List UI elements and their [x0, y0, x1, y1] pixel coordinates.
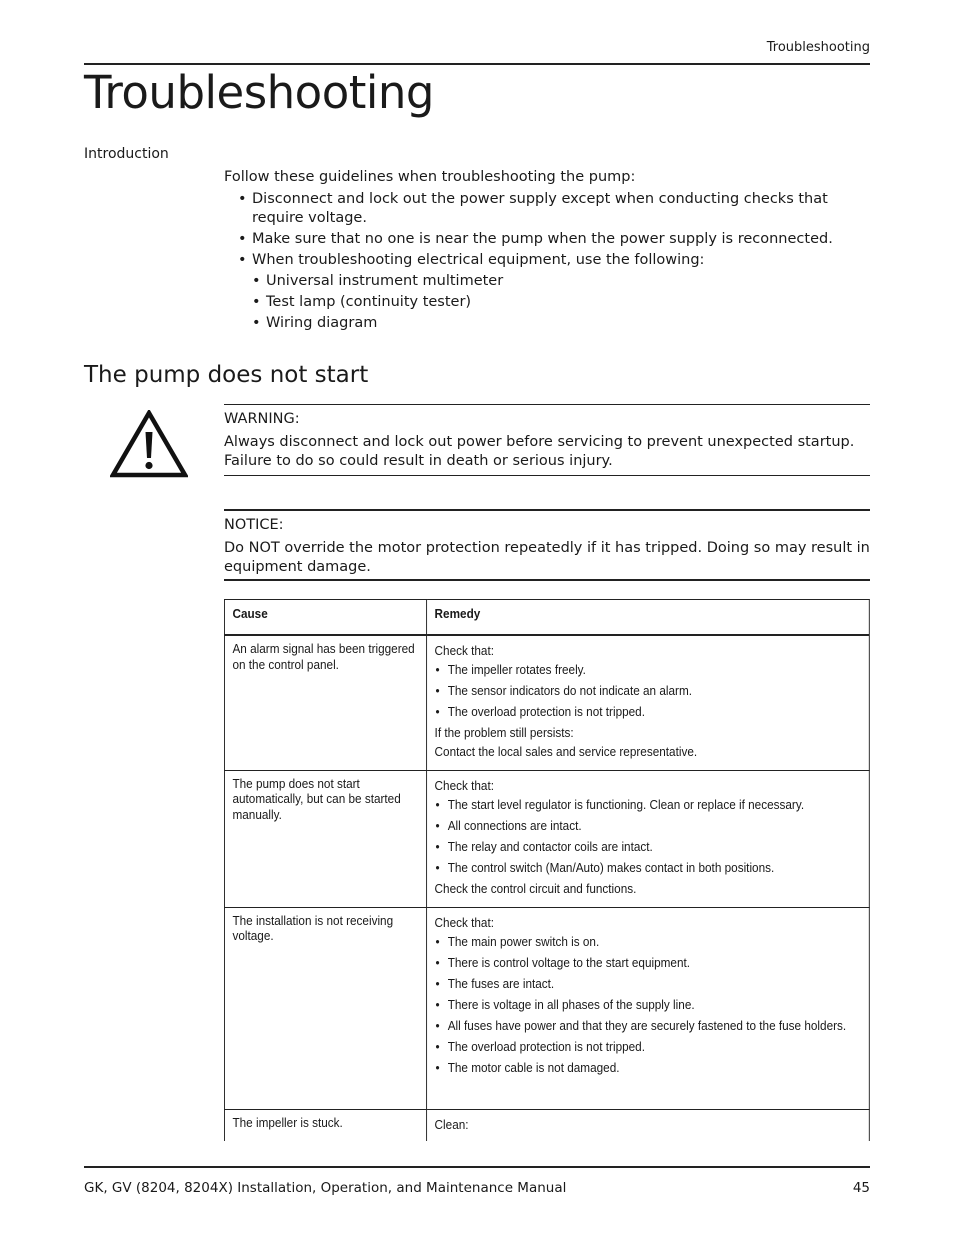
list-item: • There is control voltage to the start equipment. — [435, 954, 862, 973]
list-item: • The motor cable is not damaged. — [435, 1059, 862, 1078]
remedy-list — [435, 796, 862, 878]
warning-triangle-icon — [110, 410, 188, 478]
cause-cell: The pump does not start automatically, but can be started manually. — [224, 770, 426, 907]
guideline-list — [224, 190, 870, 270]
column-header-cause: Cause — [224, 600, 426, 636]
remedy-cell — [427, 635, 870, 770]
page-title: Troubleshooting — [84, 66, 434, 119]
list-item: • Make sure that no one is near the pump when the power supply is reconnected. — [224, 230, 870, 249]
remedy-lead: Check that: — [434, 644, 495, 658]
list-item: • Disconnect and lock out the power supply except when conducting checks that require voltage. — [224, 190, 870, 228]
list-item: • Universal instrument multimeter — [224, 272, 870, 291]
troubleshooting-table — [224, 599, 870, 1141]
list-item: • When troubleshooting electrical equipment, use the following: — [224, 251, 870, 270]
notice-title: NOTICE: — [224, 517, 284, 533]
list-item: • Wiring diagram — [224, 314, 870, 333]
header-rule — [84, 63, 870, 65]
warning-box — [224, 404, 870, 476]
introduction-lead: Follow these guidelines when troubleshooting the pump: — [224, 169, 636, 185]
remedy-note: Contact the local sales and service representative. — [434, 745, 698, 759]
list-item: • The main power switch is on. — [435, 933, 862, 952]
remedy-list — [435, 933, 862, 1078]
list-item: • The impeller rotates freely. — [435, 661, 862, 680]
list-item: • The fuses are intact. — [435, 975, 862, 994]
warning-text: Always disconnect and lock out power before servicing to prevent unexpected startup. Failure to do so could result in death or serious injury. — [224, 434, 855, 469]
warning-title: WARNING: — [224, 411, 300, 427]
column-header-remedy: Remedy — [427, 600, 870, 636]
remedy-lead: Check that: — [434, 778, 495, 793]
remedy-cell — [427, 907, 870, 1109]
list-item: • The sensor indicators do not indicate an alarm. — [435, 682, 862, 701]
page-number: 45 — [852, 1180, 870, 1196]
remedy-list — [435, 661, 862, 722]
remedy-cell — [427, 1109, 870, 1141]
notice-box — [224, 509, 870, 581]
list-item: • The relay and contactor coils are intact. — [435, 838, 862, 857]
notice-text: Do NOT override the motor protection repeatedly if it has tripped. Doing so may result in equipment damage. — [224, 540, 870, 575]
list-item: • The control switch (Man/Auto) makes contact in both positions. — [435, 859, 862, 878]
cause-cell: The installation is not receiving voltage. — [224, 907, 426, 1109]
list-item: • The overload protection is not tripped. — [435, 1038, 862, 1057]
cause-cell: An alarm signal has been triggered on the control panel. — [224, 635, 426, 770]
cause-cell: The impeller is stuck. — [224, 1109, 426, 1141]
introduction-label: Introduction — [84, 146, 169, 162]
remedy-note: Check the control circuit and functions. — [434, 881, 637, 896]
remedy-lead: Clean: — [434, 1117, 469, 1132]
footer-manual-title: GK, GV (8204, 8204X) Installation, Operation, and Maintenance Manual — [84, 1180, 567, 1196]
table-row — [224, 907, 869, 1109]
remedy-note: If the problem still persists: — [434, 726, 574, 740]
list-item: • There is voltage in all phases of the supply line. — [435, 996, 862, 1015]
running-head: Troubleshooting — [766, 40, 870, 55]
list-item: • All fuses have power and that they are securely fastened to the fuse holders. — [435, 1017, 862, 1036]
list-item: • All connections are intact. — [435, 817, 862, 836]
table-row — [224, 1109, 869, 1141]
table-header-row — [224, 600, 869, 636]
table-row — [224, 770, 869, 907]
footer-rule — [84, 1166, 870, 1168]
list-item: • The start level regulator is functioning. Clean or replace if necessary. — [435, 796, 862, 815]
section-title: The pump does not start — [84, 362, 369, 388]
remedy-lead: Check that: — [434, 915, 495, 930]
introduction-body — [224, 168, 870, 335]
list-item: • The overload protection is not tripped. — [435, 703, 862, 722]
remedy-cell — [427, 770, 870, 907]
equipment-list — [224, 272, 870, 333]
list-item: • Test lamp (continuity tester) — [224, 293, 870, 312]
table-row — [224, 635, 869, 770]
